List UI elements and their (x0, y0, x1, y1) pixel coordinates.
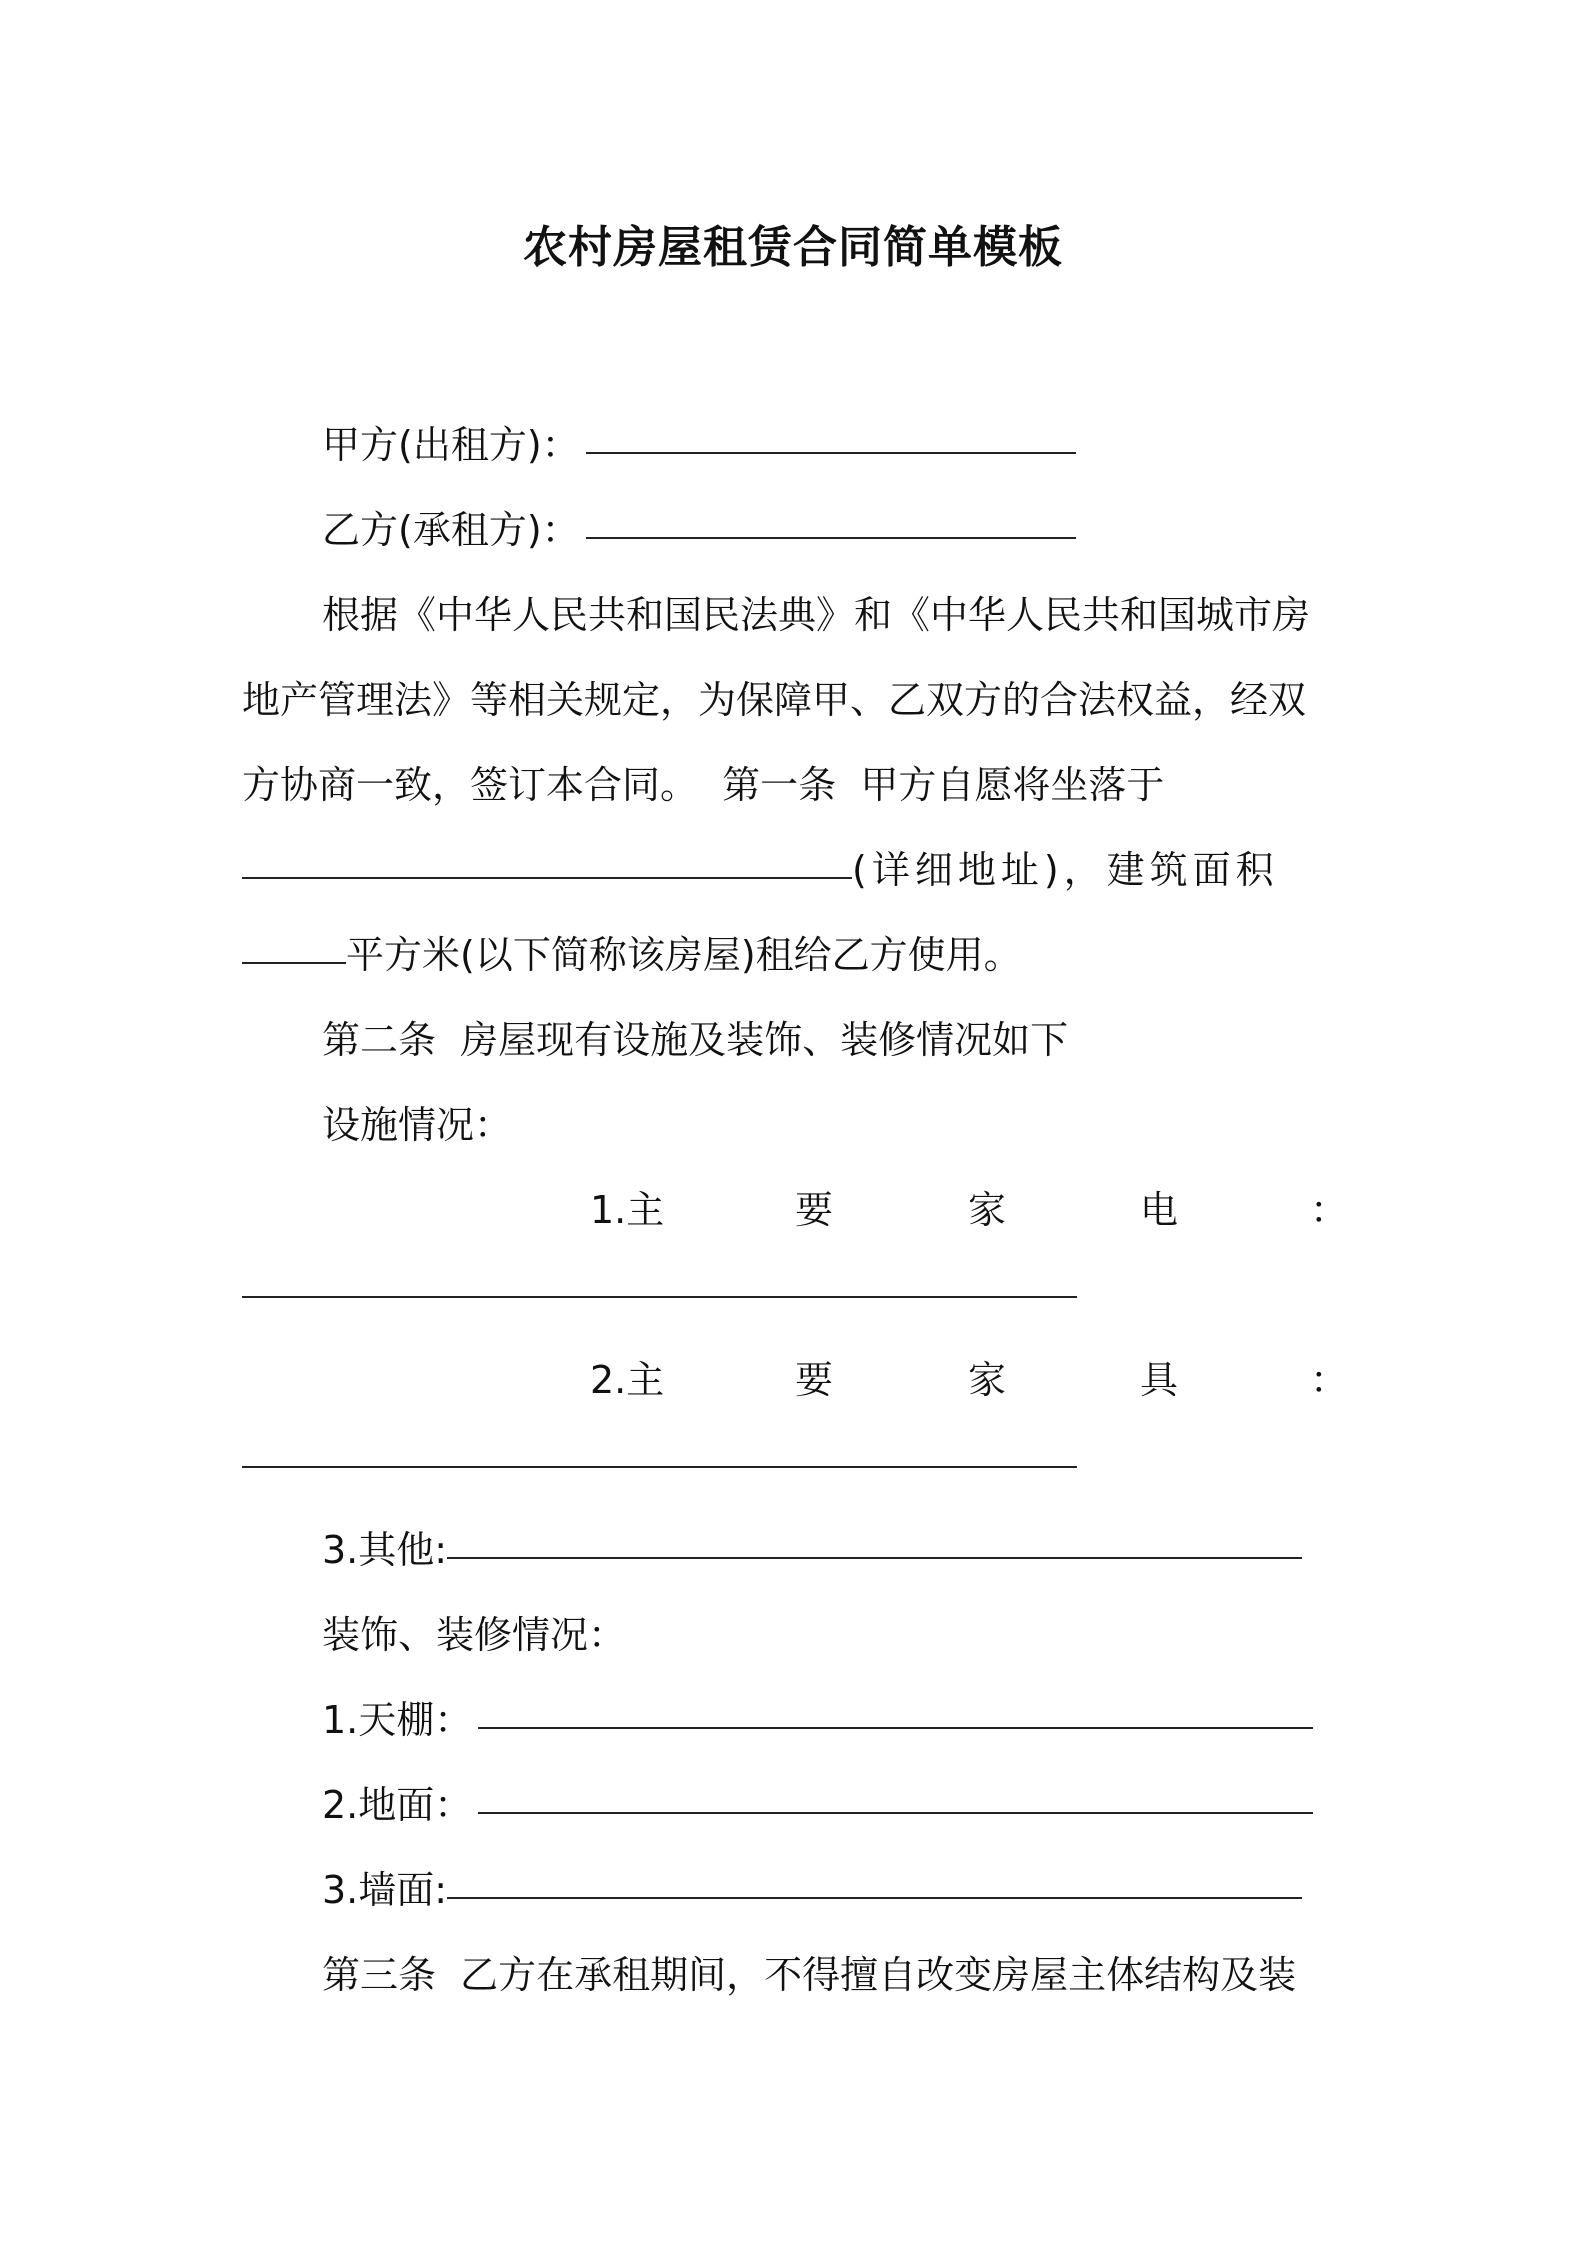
party-b-blank (586, 537, 1076, 539)
intro-line-2: 地产管理法》等相关规定，为保障甲、乙双方的合法权益，经双 (242, 678, 1307, 722)
wall-blank (447, 1897, 1302, 1899)
article-3: 第三条 乙方在承租期间，不得擅自改变房屋主体结构及装 (322, 1953, 1297, 1997)
area-blank (242, 962, 346, 964)
party-b-label: 乙方(承租方)： (322, 508, 580, 552)
furniture-number: 2.主 (590, 1358, 665, 1402)
furniture-char-3: 具 (1140, 1358, 1179, 1402)
party-b-line (322, 500, 1076, 560)
appliances-char-3: 电 (1140, 1188, 1179, 1232)
furniture-char-1: 要 (795, 1358, 834, 1402)
facilities-heading: 设施情况： (322, 1103, 513, 1147)
appliances-blank (242, 1296, 1077, 1298)
wall-label: 3.墙面: (322, 1868, 448, 1912)
document-title: 农村房屋租赁合同简单模板 (523, 222, 1063, 273)
other-label: 3.其他: (322, 1528, 448, 1572)
intro-line-3: 方协商一致，签订本合同。 第一条 甲方自愿将坐落于 (242, 763, 1165, 807)
other-blank (447, 1557, 1302, 1559)
address-blank (242, 877, 852, 879)
address-line (242, 840, 1279, 900)
appliances-colon: ： (1310, 1188, 1349, 1232)
wall-line (322, 1860, 1302, 1920)
intro-line-1: 根据《中华人民共和国民法典》和《中华人民共和国城市房 (322, 593, 1311, 637)
ceiling-blank (478, 1727, 1313, 1729)
appliances-number: 1.主 (590, 1188, 665, 1232)
furniture-char-2: 家 (968, 1358, 1007, 1402)
furniture-colon: ： (1310, 1358, 1349, 1402)
party-a-line (322, 415, 1076, 475)
other-line (322, 1520, 1302, 1580)
party-a-blank (586, 452, 1076, 454)
floor-label: 2.地面： (322, 1783, 473, 1827)
floor-line (322, 1775, 1313, 1835)
article-2: 第二条 房屋现有设施及装饰、装修情况如下 (322, 1018, 1069, 1062)
decoration-heading: 装饰、装修情况： (322, 1613, 627, 1657)
ceiling-label: 1.天棚： (322, 1698, 473, 1742)
appliances-char-2: 家 (968, 1188, 1007, 1232)
area-line (242, 925, 1022, 985)
appliances-char-1: 要 (795, 1188, 834, 1232)
address-suffix: (详细地址)，建筑面积 (852, 848, 1279, 892)
floor-blank (478, 1812, 1313, 1814)
area-suffix: 平方米(以下简称该房屋)租给乙方使用。 (346, 933, 1022, 977)
party-a-label: 甲方(出租方)： (322, 423, 580, 467)
furniture-blank (242, 1466, 1077, 1468)
ceiling-line (322, 1690, 1313, 1750)
